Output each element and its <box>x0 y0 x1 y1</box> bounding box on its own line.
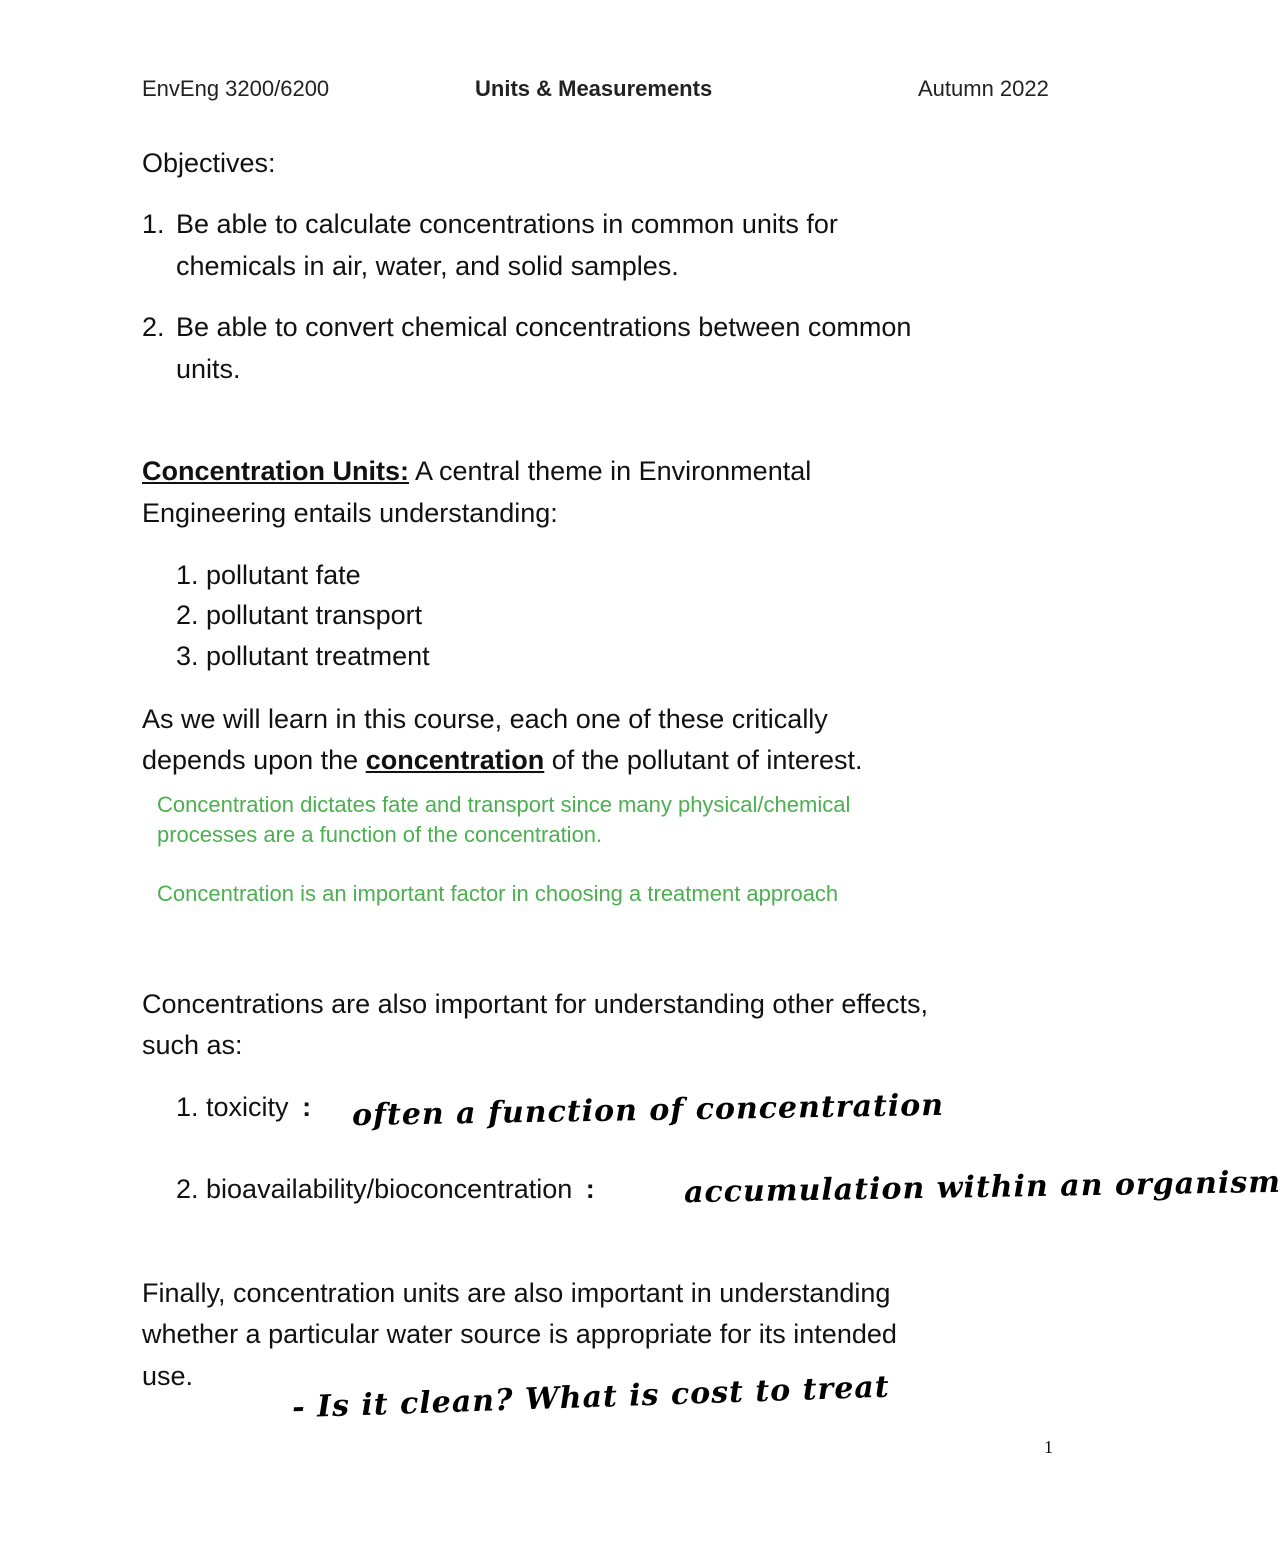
effects-line: such as: <box>142 1030 243 1060</box>
finally-line: Finally, concentration units are also important in understanding <box>142 1278 891 1308</box>
green-note: processes are a function of the concentration. <box>157 822 603 847</box>
term: Autumn 2022 <box>918 76 1049 101</box>
objective-text: units. <box>176 354 241 384</box>
document-title: Units & Measurements <box>475 76 713 101</box>
intro-text: Engineering entails understanding: <box>142 498 558 528</box>
finally-line: whether a particular water source is appropriate for its intended <box>142 1319 897 1349</box>
paragraph-text: depends upon the <box>142 745 359 775</box>
list-item: 2. pollutant transport <box>176 600 423 630</box>
objective-text: Be able to convert chemical concentrations between common <box>176 312 912 342</box>
objective-number: 2. <box>142 312 165 342</box>
handwritten-note: accumulation within an organism <box>683 1164 1281 1211</box>
effect-item <box>176 1086 311 1128</box>
effects-line: Concentrations are also important for understanding other effects, <box>142 989 928 1019</box>
intro-text: A central theme in Environmental <box>415 456 812 486</box>
handwritten-note: often a function of concentration <box>351 1087 945 1134</box>
green-note: Concentration is an important factor in choosing a treatment approach <box>157 881 839 906</box>
finally-line: use. <box>142 1361 194 1391</box>
colon-mark: : <box>302 1092 312 1122</box>
list-item: 3. pollutant treatment <box>176 641 430 671</box>
effect-item <box>176 1168 595 1210</box>
concentration-emphasis: concentration <box>365 745 545 775</box>
colon-mark: : <box>585 1174 595 1204</box>
paragraph-line: As we will learn in this course, each one of these critically <box>142 704 828 734</box>
objectives-heading: Objectives: <box>142 148 276 178</box>
concentration-units-heading: Concentration Units: <box>142 456 409 486</box>
objective-text: chemicals in air, water, and solid samples. <box>176 251 679 281</box>
objective-text: Be able to calculate concentrations in common units for <box>176 209 838 239</box>
paragraph-text: of the pollutant of interest. <box>551 745 863 775</box>
green-note: Concentration dictates fate and transport since many physical/chemical <box>157 792 851 817</box>
course-code: EnvEng 3200/6200 <box>142 76 330 101</box>
page-number: 1 <box>1044 1437 1053 1457</box>
effect-label: 1. toxicity <box>176 1092 289 1122</box>
handwritten-note: - Is it clean? What is cost to treat <box>291 1369 891 1426</box>
paragraph-line <box>142 739 862 781</box>
objective-number: 1. <box>142 209 165 239</box>
concentration-units-paragraph <box>142 450 811 492</box>
effect-label: 2. bioavailability/bioconcentration <box>176 1174 573 1204</box>
list-item: 1. pollutant fate <box>176 560 361 590</box>
